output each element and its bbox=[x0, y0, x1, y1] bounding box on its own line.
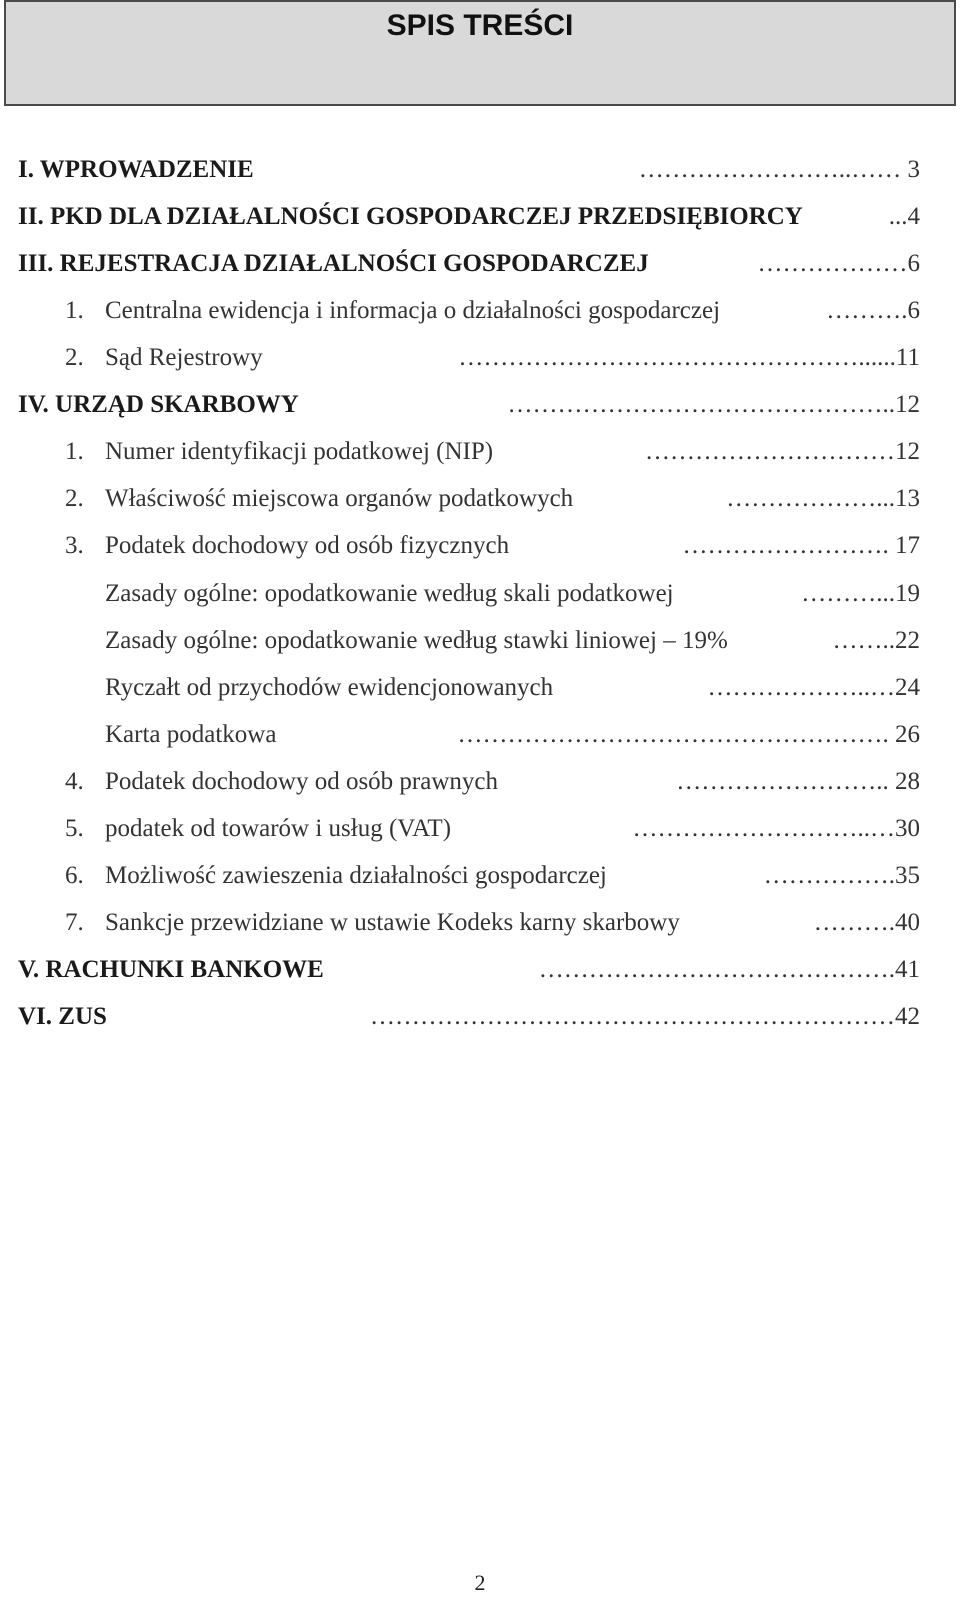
toc-entry-title: Właściwość miejscowa organów podatkowych bbox=[105, 485, 574, 512]
toc-entry-title: Sąd Rejestrowy bbox=[105, 344, 263, 371]
toc-entry bbox=[0, 715, 960, 755]
toc-entry bbox=[0, 291, 960, 331]
toc-entry bbox=[0, 526, 960, 566]
toc-entry-page: ………………………..…30 bbox=[632, 815, 920, 842]
toc-entry-page: ……..22 bbox=[832, 627, 920, 654]
toc-entry-title: Sankcje przewidziane w ustawie Kodeks karny skarbowy bbox=[105, 909, 680, 936]
toc-entry-number: 3. bbox=[65, 532, 84, 559]
toc-entry-title: podatek od towarów i usług (VAT) bbox=[105, 815, 452, 842]
toc-entry bbox=[0, 479, 960, 519]
toc-entry-page: ………………...13 bbox=[726, 485, 920, 512]
toc-entry bbox=[0, 668, 960, 708]
toc-entry-page: ……………………. 17 bbox=[682, 532, 920, 559]
toc-entry bbox=[0, 997, 960, 1037]
toc-entry bbox=[0, 244, 960, 284]
toc-entry-number: 2. bbox=[65, 344, 84, 371]
toc-entry-title: I. WPROWADZENIE bbox=[18, 156, 254, 183]
toc-entry-number: 1. bbox=[65, 297, 84, 324]
toc-entry-number: 6. bbox=[65, 862, 84, 889]
toc-entry-title: IV. URZĄD SKARBOWY bbox=[18, 391, 299, 418]
toc-entry-page: …………………………………………......11 bbox=[458, 344, 920, 371]
toc-entry-page: ……………………………………………. 26 bbox=[457, 721, 920, 748]
toc-entry-page: ……….6 bbox=[826, 297, 920, 324]
toc-entry bbox=[0, 809, 960, 849]
toc-entry-page: …………….35 bbox=[763, 862, 920, 889]
toc-entry-page: ………………………………………..12 bbox=[507, 391, 920, 418]
toc-entry-page: ...4 bbox=[888, 203, 920, 230]
toc-entry-page: …………………….. 28 bbox=[676, 768, 920, 795]
toc-entry-title: Podatek dochodowy od osób fizycznych bbox=[105, 532, 510, 559]
toc-entry-number: 2. bbox=[65, 485, 84, 512]
toc-entry-title: Podatek dochodowy od osób prawnych bbox=[105, 768, 498, 795]
toc-entry-page: ………...19 bbox=[801, 580, 920, 607]
page-number: 2 bbox=[474, 1570, 486, 1595]
toc-entry-number: 4. bbox=[65, 768, 84, 795]
toc-entry bbox=[0, 385, 960, 425]
toc-entry-page: …………………………………….41 bbox=[538, 956, 920, 983]
toc-entry bbox=[0, 338, 960, 378]
toc-entry bbox=[0, 856, 960, 896]
toc-entry-page: ……….40 bbox=[813, 909, 920, 936]
toc-entry-title: Zasady ogólne: opodatkowanie według skali podatkowej bbox=[105, 580, 674, 607]
toc-entry bbox=[0, 574, 960, 614]
toc-entry-page: …………………………12 bbox=[645, 438, 920, 465]
toc-entry-page: ……………………..…… 3 bbox=[638, 156, 920, 183]
page-title: SPIS TREŚCI bbox=[386, 9, 574, 42]
toc-entry-title: III. REJESTRACJA DZIAŁALNOŚCI GOSPODARCZEJ bbox=[18, 250, 649, 277]
toc-entry-title: Zasady ogólne: opodatkowanie według stawki liniowej – 19% bbox=[105, 627, 728, 654]
toc-entry bbox=[0, 950, 960, 990]
toc-entry-title: Numer identyfikacji podatkowej (NIP) bbox=[105, 438, 494, 465]
toc-entry bbox=[0, 197, 960, 237]
toc-entry-number: 7. bbox=[65, 909, 84, 936]
toc-entry-page: ………………………………………………………42 bbox=[370, 1003, 920, 1030]
toc-entry-title: Ryczałt od przychodów ewidencjonowanych bbox=[105, 674, 554, 701]
toc-entry-title: VI. ZUS bbox=[18, 1003, 107, 1030]
toc-entry bbox=[0, 150, 960, 190]
toc-entry-title: Karta podatkowa bbox=[105, 721, 277, 748]
toc-entry-title: V. RACHUNKI BANKOWE bbox=[18, 956, 324, 983]
toc-entry bbox=[0, 432, 960, 472]
toc-entry bbox=[0, 621, 960, 661]
toc-entry bbox=[0, 903, 960, 943]
toc-entry-title: Centralna ewidencja i informacja o działalności gospodarczej bbox=[105, 297, 721, 324]
toc-entry bbox=[0, 762, 960, 802]
toc-entry-title: II. PKD DLA DZIAŁALNOŚCI GOSPODARCZEJ PRZEDSIĘBIORCY bbox=[18, 203, 803, 230]
toc-entry-number: 1. bbox=[65, 438, 84, 465]
toc-entry-page: ………………6 bbox=[757, 250, 920, 277]
toc-entry-page: ………………..…24 bbox=[707, 674, 920, 701]
toc-entry-title: Możliwość zawieszenia działalności gospodarczej bbox=[105, 862, 607, 889]
toc-entry-number: 5. bbox=[65, 815, 84, 842]
